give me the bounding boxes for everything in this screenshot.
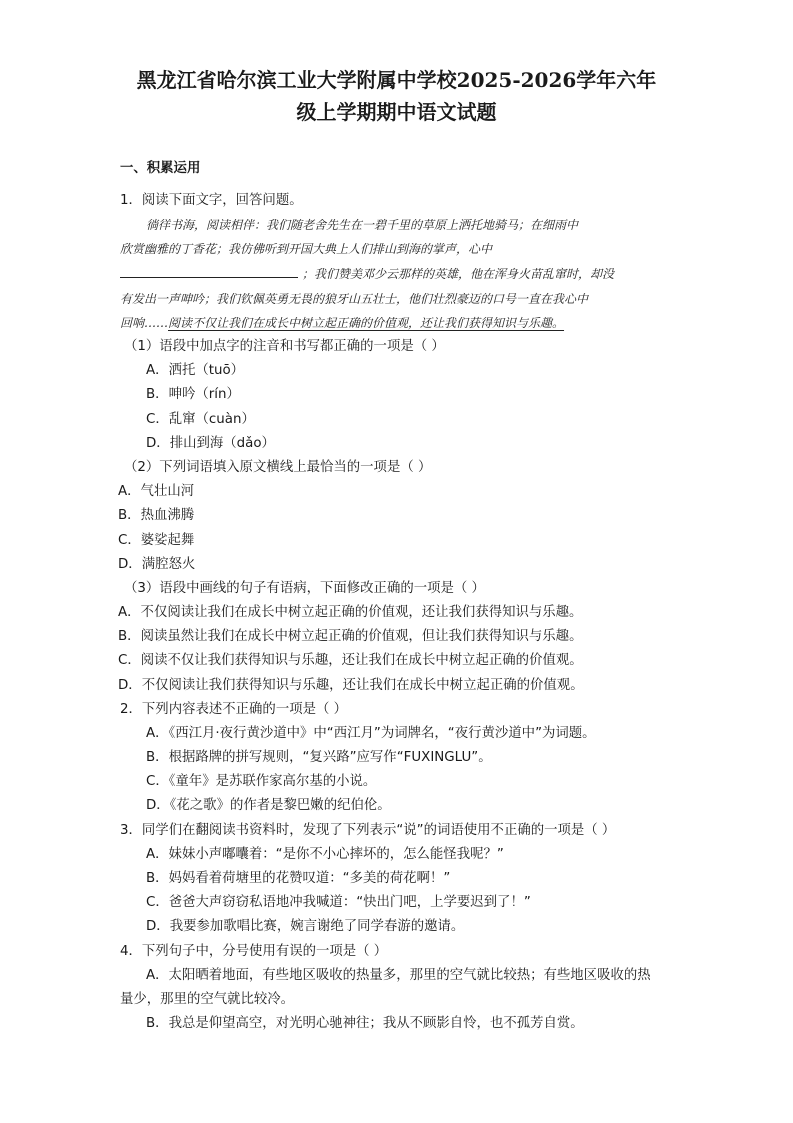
passage-line-5: [120, 314, 564, 332]
option-3-b[interactable]: B．妈妈看着荷塘里的花赞叹道：“多美的荷花啊！”: [146, 871, 451, 886]
passage-line-3: [120, 265, 614, 283]
fill-in-blank[interactable]: [120, 265, 298, 278]
option-3-a[interactable]: A．妹妹小声嘟囔着：“是你不小心摔坏的，怎么能怪我呢？”: [146, 847, 504, 862]
sub-question-1-stem: （1）语段中加点字的注音和书写都正确的一项是（ ）: [124, 339, 445, 354]
option-1-2-a[interactable]: A．气壮山河: [118, 484, 195, 499]
option-3-c[interactable]: C．爸爸大声窃窃私语地冲我喊道：“快出门吧，上学要迟到了！”: [146, 895, 531, 910]
section-heading: 一、积累运用: [120, 161, 201, 176]
underlined-sentence: 阅读不仅让我们在成长中树立起正确的价值观，还让我们获得知识与乐趣。: [168, 316, 565, 330]
option-1-3-a[interactable]: A．不仅阅读让我们在成长中树立起正确的价值观，还让我们获得知识与乐趣。: [118, 605, 583, 620]
option-1-1-b[interactable]: B．呻吟（rín）: [146, 387, 240, 402]
passage-line-1: 徜徉书海，阅读相伴：我们随老舍先生在一碧千里的草原上洒托地骑马；在细雨中: [146, 218, 579, 232]
option-1-1-d[interactable]: D．排山到海（dǎo）: [146, 436, 275, 451]
exam-title-line-1: 黑龙江省哈尔滨工业大学附属中学校2025-2026学年六年: [136, 68, 657, 92]
option-1-2-b[interactable]: B．热血沸腾: [118, 508, 195, 523]
option-1-1-a[interactable]: A．洒托（tuō）: [146, 363, 245, 378]
option-2-a[interactable]: A．《西江月·夜行黄沙道中》中“西江月”为词牌名，“夜行黄沙道中”为词题。: [146, 726, 596, 741]
option-4-a-line-2: 量少，那里的空气就比较冷。: [120, 992, 295, 1007]
sub-question-3-stem: （3）语段中画线的句子有语病，下面修改正确的一项是（ ）: [124, 581, 485, 596]
option-1-1-c[interactable]: C．乱窜（cuàn）: [146, 412, 255, 427]
option-1-3-b[interactable]: B．阅读虽然让我们在成长中树立起正确的价值观，但让我们获得知识与乐趣。: [118, 629, 583, 644]
exam-title-line-2: 级上学期期中语文试题: [296, 100, 497, 124]
question-1-stem: 1．阅读下面文字，回答问题。: [120, 193, 303, 208]
question-4-stem: 4．下列句子中，分号使用有误的一项是（ ）: [120, 944, 388, 959]
option-2-c[interactable]: C．《童年》是苏联作家高尔基的小说。: [146, 774, 377, 789]
option-2-b[interactable]: B．根据路牌的拼写规则，“复兴路”应写作“FUXINGLU”。: [146, 750, 492, 765]
passage-line-4: 有发出一声呻吟；我们钦佩英勇无畏的狼牙山五壮士，他们壮烈豪迈的口号一直在我心中: [120, 292, 589, 306]
sub-question-2-stem: （2）下列词语填入原文横线上最恰当的一项是（ ）: [124, 460, 432, 475]
option-2-d[interactable]: D．《花之歌》的作者是黎巴嫩的纪伯伦。: [146, 798, 391, 813]
option-1-2-d[interactable]: D．满腔怒火: [118, 557, 196, 572]
passage-line-5-start: 回响……: [120, 316, 169, 330]
option-4-b[interactable]: B．我总是仰望高空，对光明心驰神往；我从不顾影自怜，也不孤芳自赏。: [146, 1016, 584, 1031]
option-1-3-d[interactable]: D．不仅阅读让我们获得知识与乐趣，还让我们在成长中树立起正确的价值观。: [118, 678, 584, 693]
question-3-stem: 3．同学们在翻阅读书资料时，发现了下列表示“说”的词语使用不正确的一项是（ ）: [120, 823, 616, 838]
option-3-d[interactable]: D．我要参加歌唱比赛，婉言谢绝了同学春游的邀请。: [146, 919, 465, 934]
option-1-3-c[interactable]: C．阅读不仅让我们获得知识与乐趣，还让我们在成长中树立起正确的价值观。: [118, 653, 583, 668]
passage-line-3-text: ；我们赞美邓少云那样的英雄，他在浑身火苗乱窜时，却没: [302, 267, 615, 281]
option-1-2-c[interactable]: C．婆娑起舞: [118, 533, 195, 548]
option-4-a-line-1[interactable]: A．太阳晒着地面，有些地区吸收的热量多，那里的空气就比较热；有些地区吸收的热: [146, 968, 651, 983]
passage-line-2: 欣赏幽雅的丁香花；我仿佛听到开国大典上人们排山到海的掌声，心中: [120, 242, 493, 256]
question-2-stem: 2．下列内容表述不正确的一项是（ ）: [120, 702, 348, 717]
